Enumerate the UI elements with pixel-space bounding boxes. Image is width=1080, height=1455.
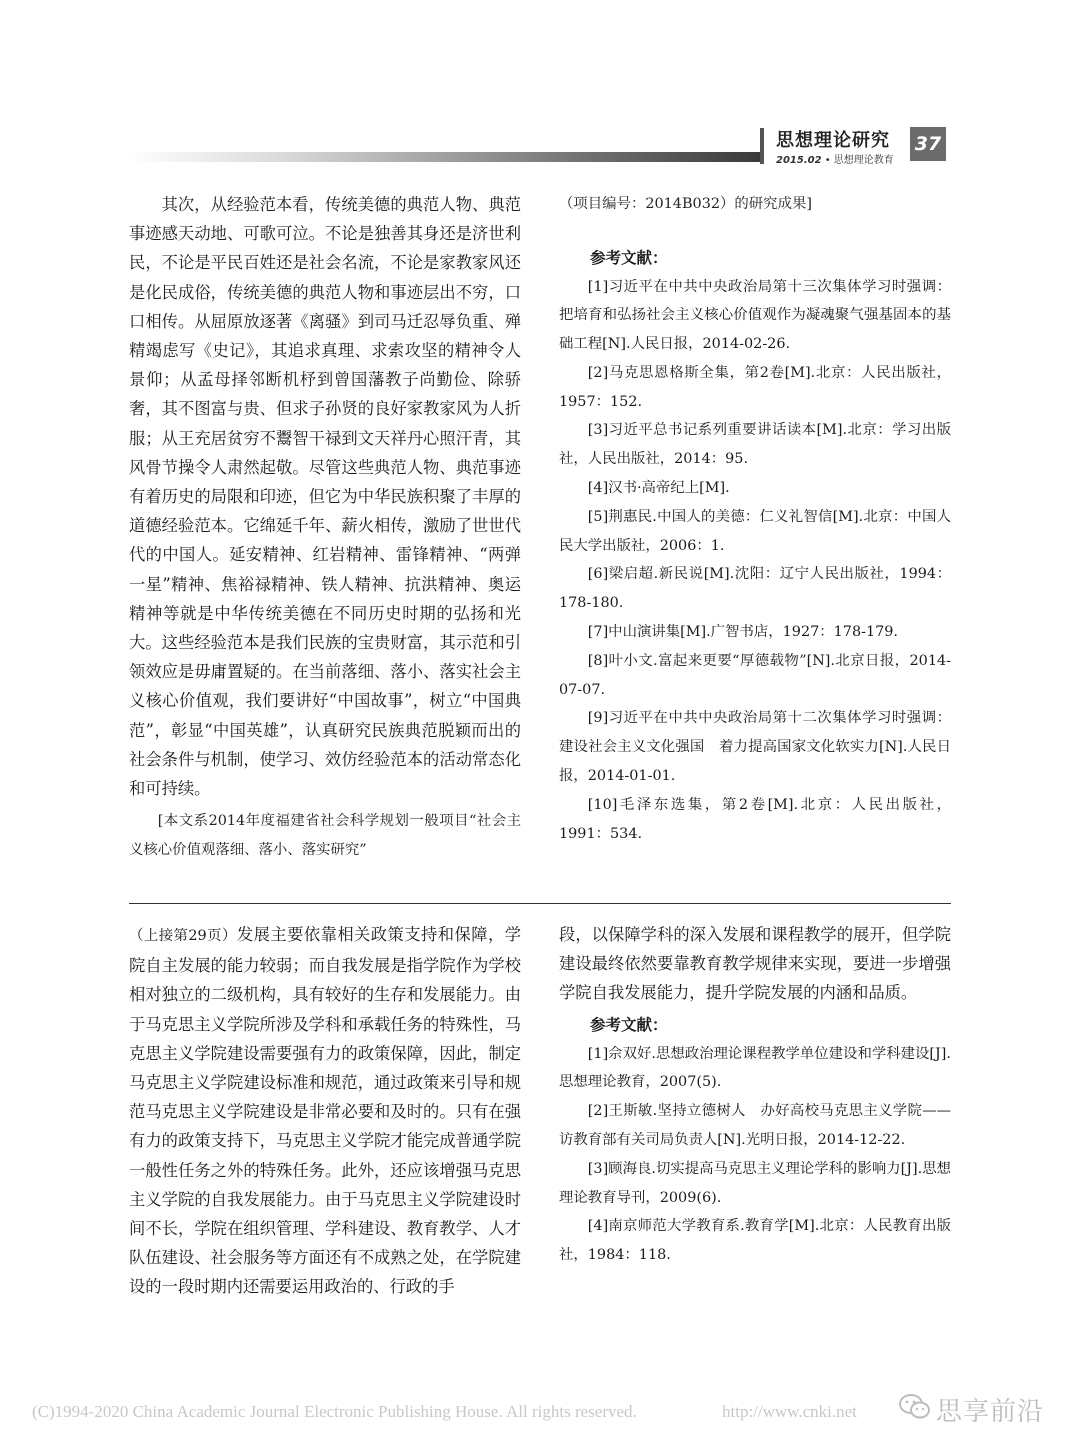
- reference-item: [10]毛泽东选集，第2卷[M].北京：人民出版社，1991：534.: [559, 796, 951, 842]
- bottom-right-column: [559, 920, 951, 1270]
- article-paragraph: 其次，从经验范本看，传统美德的典范人物、典范事迹感天动地、可歌可泣。不论是独善其身还是济世利民，不论是平民百姓还是社会名流，不论是家教家风还是化民成俗，传统美德的典范人物和事迹层出不穷，口口相传。从屈原放逐著《离骚》到司马迁忍辱负重、殚精竭虑写《史记》，其追求真理、求索攻坚的精神令人景仰；从孟母择邻断机杼到曾国藩教子尚勤俭、除骄奢，其不图富与贵、但求子孙贤的良好家教家风为人折服；从王充居贫穷不鬻智干禄到文天祥丹心照汗青，其风骨节操令人肃然起敬。尽管这些典范人物、典范事迹有着历史的局限和印迹，但它为中华民族积聚了丰厚的道德经验范本。它绵延千年、薪火相传，激励了世世代代的中国人。延安精神、红岩精神、雷锋精神、“两弹一星”精神、焦裕禄精神、铁人精神、抗洪精神、奥运精神等就是中华传统美德在不同历史时期的弘扬和光大。这些经验范本是我们民族的宝贵财富，其示范和引领效应是毋庸置疑的。在当前落细、落小、落实社会主义核心价值观，我们要讲好“中国故事”，树立“中国典范”，彰显“中国英雄”，认真研究民族典范脱颖而出的社会条件与机制，使学习、效仿经验范本的活动常态化和可持续。: [129, 195, 521, 799]
- page-number: 37: [910, 127, 946, 161]
- continuation-marker: （上接第29页）: [129, 928, 237, 944]
- reference-item: [1]习近平在中共中央政治局第十三次集体学习时强调：把培育和弘扬社会主义核心价值观作为凝魂聚气强基固本的基础工程[N].人民日报，2014-02-26.: [559, 278, 951, 353]
- footer-url[interactable]: http://www.cnki.net: [722, 1402, 857, 1421]
- reference-item: [4]汉书·高帝纪上[M].: [587, 480, 730, 497]
- project-note: [本文系2014年度福建省社会科学规划一般项目“社会主义核心价值观落细、落小、落实研究”: [129, 813, 521, 858]
- issue-line: [776, 151, 894, 166]
- top-right-column: [559, 190, 951, 848]
- reference-item: [6]梁启超.新民说[M].沈阳：辽宁人民出版社，1994：178-180.: [559, 566, 951, 612]
- reference-item: [3]顾海良.切实提高马克思主义理论学科的影响力[J].思想理论教育导刊，2009(6).: [559, 1160, 951, 1206]
- continued-paragraph: [129, 920, 521, 1302]
- issue-number: 2015.02: [776, 155, 822, 166]
- project-note-continued: （项目编号：2014B032）的研究成果]: [559, 196, 812, 212]
- section-divider: [129, 903, 951, 904]
- reference-item: [2]马克思恩格斯全集，第2卷[M].北京：人民出版社，1957：152.: [559, 364, 951, 410]
- reference-item: [2]王斯敏.坚持立德树人 办好高校马克思主义学院——访教育部有关司局负责人[N].光明日报，2014-12-22.: [559, 1103, 951, 1148]
- footer-copyright: (C)1994-2020 China Academic Journal Electronic Publishing House. All rights reserved.: [32, 1402, 637, 1421]
- issue-journal: • 思想理论教育: [821, 155, 894, 166]
- reference-item: [4]南京师范大学教育系.教育学[M].北京：人民教育出版社，1984：118.: [559, 1218, 951, 1264]
- references-heading: 参考文献：: [590, 1015, 668, 1034]
- closing-paragraph: 段，以保障学科的深入发展和课程教学的展开，但学院建设最终依然要靠教育教学规律来实现，要进一步增强学院自我发展能力，提升学院发展的内涵和品质。: [559, 925, 951, 1003]
- bottom-left-column: [129, 920, 521, 1302]
- references-heading: 参考文献：: [590, 248, 668, 267]
- watermark-text: 思享前沿: [936, 1397, 1045, 1427]
- reference-item: [7]中山演讲集[M].广智书店，1927：178-179.: [587, 624, 899, 641]
- journal-title: 思想理论研究: [776, 130, 890, 151]
- reference-item: [5]荆惠民.中国人的美德：仁义礼智信[M].北京：中国人民大学出版社，2006：1.: [559, 508, 951, 554]
- wechat-icon: [898, 1392, 932, 1422]
- reference-item: [3]习近平总书记系列重要讲话读本[M].北京：学习出版社，人民出版社，2014：95.: [559, 422, 951, 468]
- continued-paragraph-text: 发展主要依靠相关政策支持和保障，学院自主发展的能力较弱；而自我发展是指学院作为学校相对独立的二级机构，具有较好的生存和发展能力。由于马克思主义学院所涉及学科和承载任务的特殊性，马克思主义学院建设需要强有力的政策保障，因此，制定马克思主义学院建设标准和规范，通过政策来引导和规范马克思主义学院建设是非常必要和及时的。只有在强有力的政策支持下，马克思主义学院才能完成普通学院一般性任务之外的特殊任务。此外，还应该增强马克思主义学院的自我发展能力。由于马克思主义学院建设时间不长，学院在组织管理、学科建设、教育教学、人才队伍建设、社会服务等方面还有不成熟之处，在学院建设的一段时期内还需要运用政治的、行政的手: [129, 925, 521, 1297]
- header-divider: [760, 128, 764, 164]
- reference-item: [9]习近平在中共中央政治局第十二次集体学习时强调：建设社会主义文化强国 着力提高国家文化软实力[N].人民日报，2014-01-01.: [559, 710, 951, 785]
- reference-item: [8]叶小文.富起来更要“厚德载物”[N].北京日报，2014-07-07.: [559, 652, 951, 698]
- reference-item: [1]佘双好.思想政治理论课程教学单位建设和学科建设[J].思想理论教育，2007(5).: [559, 1045, 951, 1091]
- header-rule-bar: [128, 152, 760, 162]
- top-left-column: [129, 190, 521, 864]
